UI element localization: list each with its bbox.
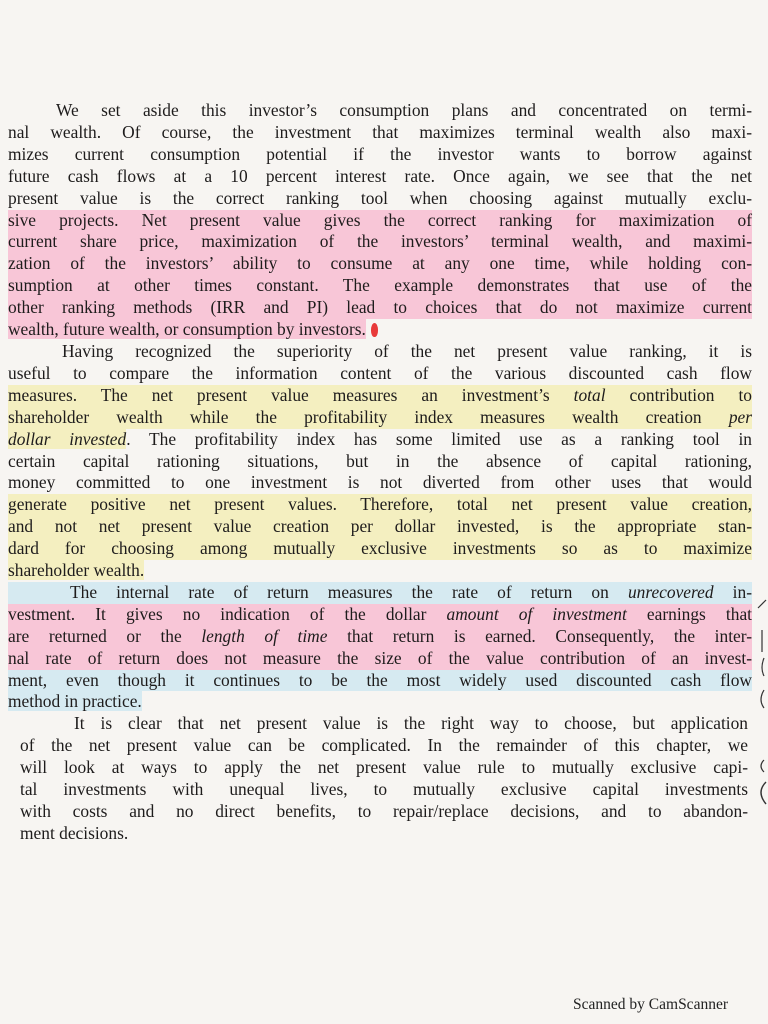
text-line: ment decisions. [20,822,129,843]
highlighted-line: sumption at other times constant. The example demonstrates that use of the [8,275,752,296]
italic-text: length of time [201,625,328,646]
text-line: We set aside this investor’s consumption plans and concentrated on termi- [56,100,752,120]
text-line: money committed to one investment is not diverted from other uses that would [8,472,752,493]
highlighted-line: nal rate of return does not measure the size of the value contribution of an invest- [8,647,752,668]
highlighted-line: dard for choosing among mutually exclusive investments so as to maximize [8,538,752,559]
text-line: of the net present value can be complicated. In the remainder of this chapter, we [20,735,748,756]
highlighted-line: zation of the investors’ ability to consume at any one time, while holding con- [8,253,752,274]
text-line: useful to compare the information content of the various discounted cash flow [8,362,752,383]
paragraph-1 [8,100,752,341]
italic-text: total [573,384,606,405]
highlighted-line: current share price, maximization of the investors’ terminal wealth, and maximi- [8,231,752,252]
highlighted-line [8,407,752,429]
text-line: future cash flows at a 10 percent interest rate. Once again, we see that the net [8,165,752,186]
text-run: earnings that [626,603,753,624]
text-run: The internal rate of return measures the rate of return on [70,581,628,602]
text-line: with costs and no direct benefits, to repair/replace decisions, and to abandon- [20,801,748,821]
text-run: are returned or the [8,625,202,646]
italic-text: amount of investment [446,603,627,624]
highlighted-line [8,385,752,407]
body-text [8,100,752,845]
text-line [8,319,752,341]
highlighted-text: method in practice. [8,691,142,712]
highlighted-line [8,626,752,648]
text-run: shareholder wealth while the profitability index measures wealth creation [8,406,729,427]
paragraph-2 [8,341,752,582]
text-run: vestment. It gives no indication of the dollar [8,603,447,624]
text-run: . The profitability index has some limited use as a ranking tool in [126,428,753,449]
text-line [8,429,752,451]
highlighted-text: shareholder wealth. [8,560,145,581]
highlighted-text: wealth, future wealth, or consumption by investors. [8,319,366,340]
text-run: contribution to [605,384,752,405]
italic-text: unrecovered [627,581,714,602]
text-line [8,691,752,713]
text-line [8,560,752,582]
text-line: nal wealth. Of course, the investment that maximizes terminal wealth also maxi- [8,121,752,142]
text-run: that return is earned. Consequently, the inter- [327,625,752,646]
text-line: Having recognized the superiority of the net present value ranking, it is [62,340,752,361]
highlighted-line: ment, even though it continues to be the most widely used discounted cash flow [8,669,752,690]
margin-pen-marks [752,590,768,820]
italic-text: dollar invested [8,428,127,449]
text-line: certain capital rationing situations, but in the absence of capital rationing, [8,450,752,471]
text-run: measures. The net present value measures an investment’s [8,384,574,405]
highlighted-line [8,604,752,626]
highlighted-line: other ranking methods (IRR and PI) lead to choices that do not maximize current [8,297,752,318]
highlighted-line [8,582,752,604]
scanner-watermark: Scanned by CamScanner [573,996,728,1013]
pen-mark [371,323,378,337]
text-run: in- [713,581,752,602]
highlighted-line: sive projects. Net present value gives the correct ranking for maximization of [8,209,752,230]
text-line: mizes current consumption potential if the investor wants to borrow against [8,143,752,164]
paragraph-3 [8,582,752,713]
highlighted-line: generate positive net present values. Therefore, total net present value creation, [8,494,752,515]
text-line: It is clear that net present value is the right way to choose, but application [74,713,748,734]
highlighted-line: and not net present value creation per dollar invested, is the appropriate stan- [8,516,752,537]
italic-text: per [728,406,752,427]
text-line: will look at ways to apply the net present value rule to mutually exclusive capi- [20,757,748,778]
text-line: present value is the correct ranking tool when choosing against mutually exclu- [8,187,752,208]
paragraph-4 [20,713,748,844]
text-line: tal investments with unequal lives, to mutually exclusive capital investments [20,779,748,800]
